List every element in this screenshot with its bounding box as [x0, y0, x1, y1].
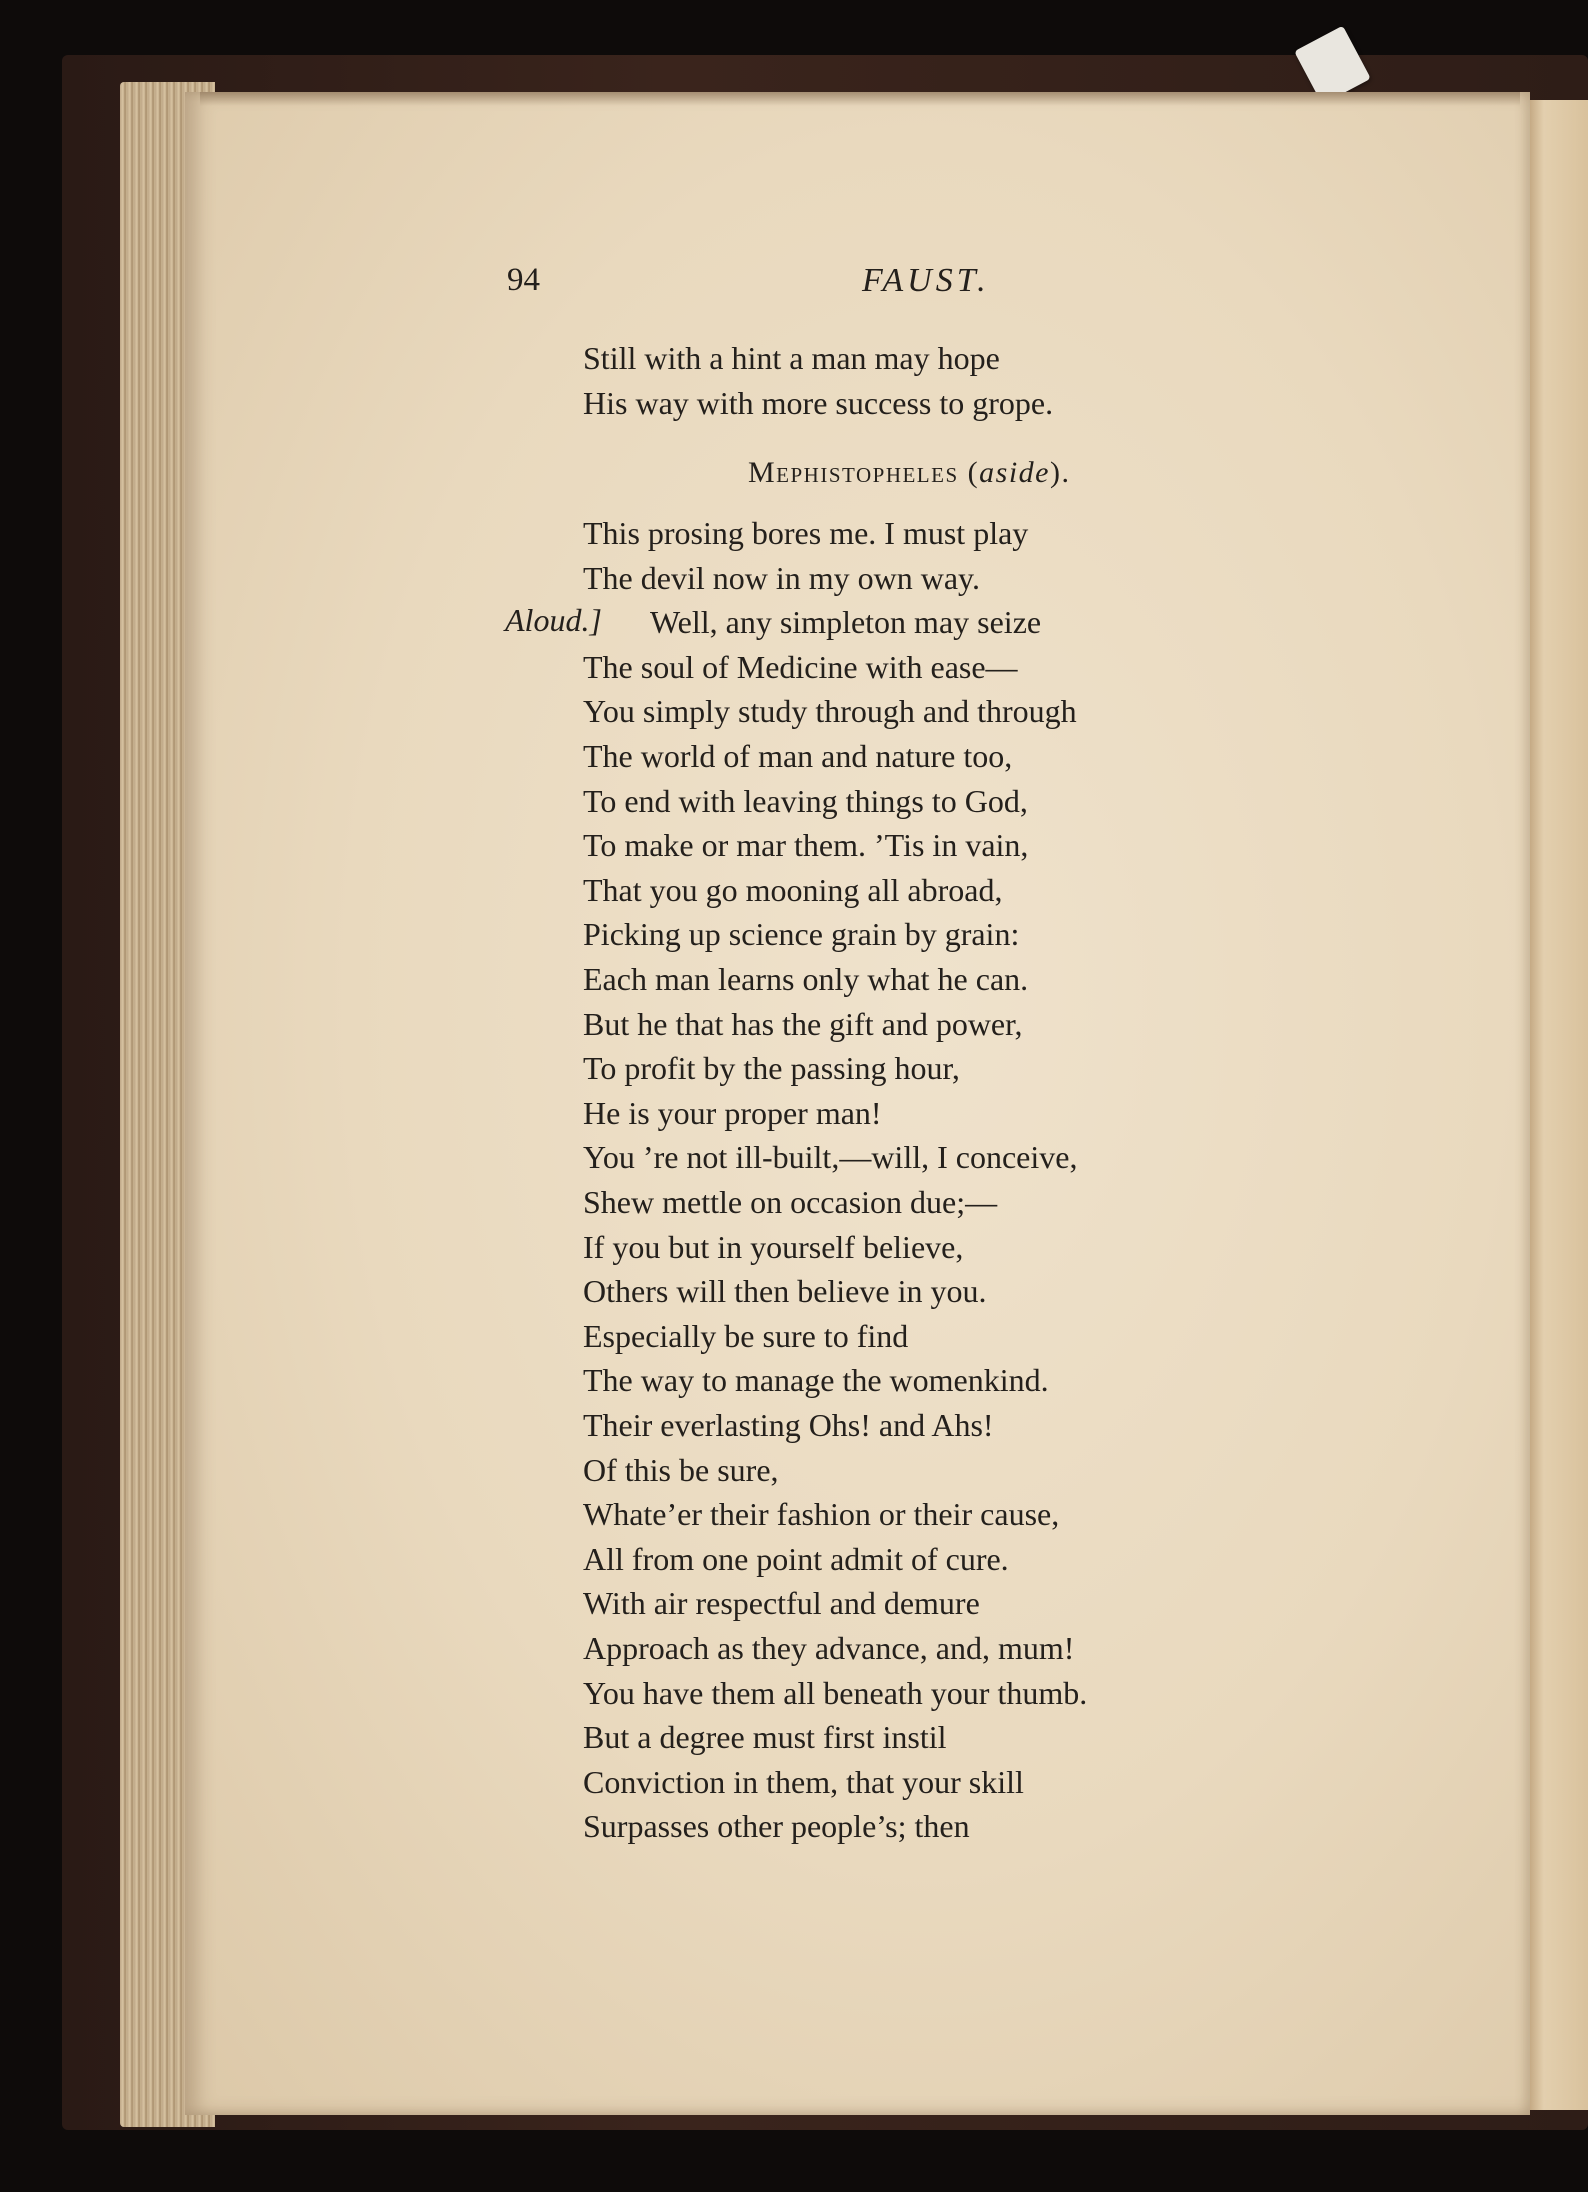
verse-line: You simply study through and through	[583, 693, 1077, 729]
verse-line: That you go mooning all abroad,	[583, 872, 1003, 908]
verse-line: The world of man and nature too,	[583, 738, 1013, 774]
verse-line: This prosing bores me. I must play	[583, 515, 1029, 551]
verse-line: Surpasses other people’s; then	[583, 1808, 970, 1844]
page-top-edge	[200, 92, 1520, 106]
right-page-edge	[1522, 100, 1588, 2110]
speaker-open-paren: (	[958, 456, 980, 489]
verse-line: Of this be sure,	[583, 1452, 779, 1488]
verse-line: To profit by the passing hour,	[583, 1050, 960, 1086]
verse-line: To end with leaving things to God,	[583, 783, 1028, 819]
verse-line: He is your proper man!	[583, 1095, 882, 1131]
verse-line: The way to manage the womenkind.	[583, 1362, 1049, 1398]
verse-line: Others will then believe in you.	[583, 1273, 987, 1309]
speaker-heading	[748, 456, 1070, 490]
verse-line: Whate’er their fashion or their cause,	[583, 1496, 1060, 1532]
speaker-aside: aside	[979, 456, 1050, 489]
speaker-close-paren: ).	[1049, 456, 1071, 489]
verse-line: Each man learns only what he can.	[583, 961, 1029, 997]
verse-line: If you but in yourself believe,	[583, 1229, 964, 1265]
running-title: FAUST.	[862, 262, 990, 299]
verse-line: Especially be sure to find	[583, 1318, 909, 1354]
verse-line: To make or mar them. ’Tis in vain,	[583, 827, 1029, 863]
verse-line: But he that has the gift and power,	[583, 1006, 1023, 1042]
verse-line: Well, any simpleton may seize	[650, 604, 1042, 640]
verse-line: Picking up science grain by grain:	[583, 916, 1020, 952]
verse-line: You ’re not ill-built,—will, I conceive,	[583, 1139, 1078, 1175]
verse-line: Approach as they advance, and, mum!	[583, 1630, 1075, 1666]
speaker-name: Mephistopheles	[748, 456, 959, 489]
stage-direction: Aloud.]	[505, 602, 602, 638]
verse-line: Their everlasting Ohs! and Ahs!	[583, 1407, 994, 1443]
verse-line: You have them all beneath your thumb.	[583, 1675, 1088, 1711]
verse-line: All from one point admit of cure.	[583, 1541, 1009, 1577]
verse-line: His way with more success to grope.	[583, 385, 1054, 421]
verse-line: Shew mettle on occasion due;—	[583, 1184, 998, 1220]
verse-line: Still with a hint a man may hope	[583, 340, 1000, 376]
verse-line: Conviction in them, that your skill	[583, 1764, 1024, 1800]
verse-line: But a degree must first instil	[583, 1719, 947, 1755]
verse-line: The devil now in my own way.	[583, 560, 980, 596]
verse-line: With air respectful and demure	[583, 1585, 980, 1621]
page-number: 94	[507, 262, 540, 298]
verse-line: The soul of Medicine with ease—	[583, 649, 1018, 685]
